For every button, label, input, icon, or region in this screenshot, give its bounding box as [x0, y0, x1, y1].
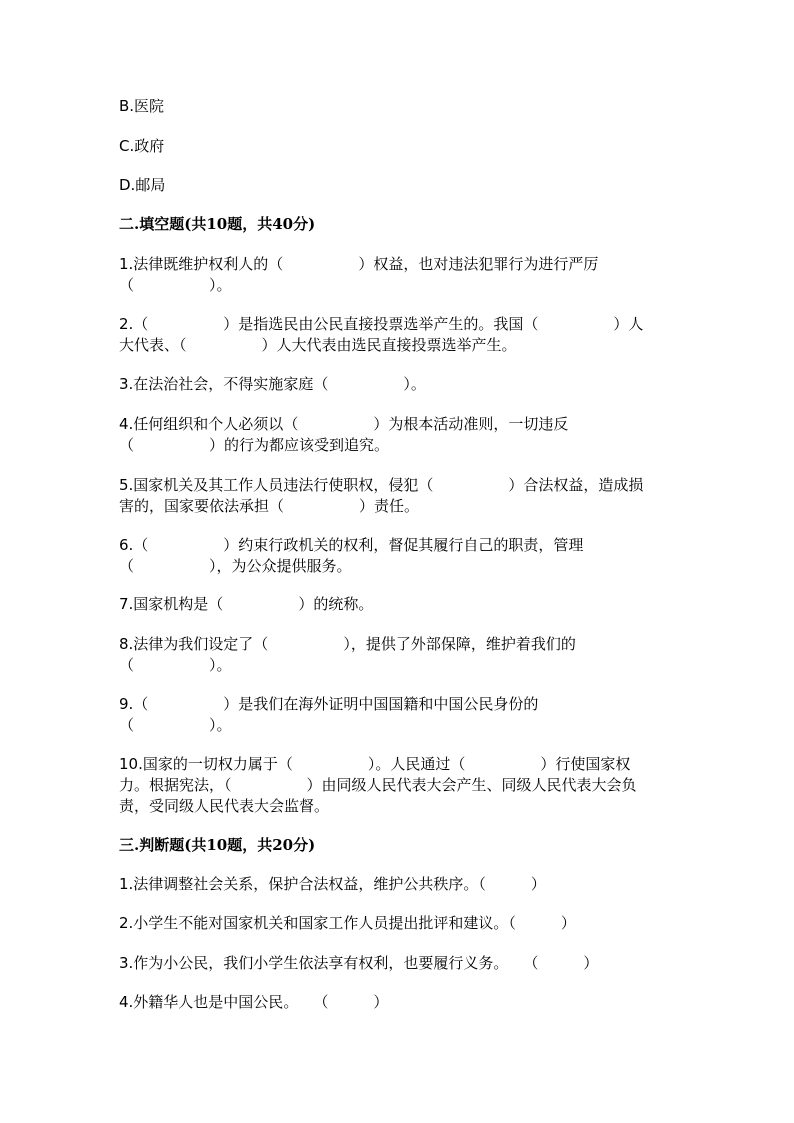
q1-line-1: 1.法律既维护权利人的（ ）权益，也对违法犯罪行为进行严厉 — [119, 255, 599, 273]
q8-line-1: 8.法律为我们设定了（ ），提供了外部保障，维护着我们的 — [119, 635, 576, 653]
q3-line-1: 3.在法治社会，不得实施家庭（ ）。 — [119, 375, 426, 393]
tf-q4: 4.外籍华人也是中国公民。 （ ） — [119, 993, 389, 1011]
q4-line-1: 4.任何组织和个人必须以（ ）为根本活动准则，一切违反 — [119, 415, 569, 433]
q4-line-2: （ ）的行为都应该受到追究。 — [119, 436, 390, 454]
option-c: C.政府 — [119, 137, 165, 155]
q6-line-2: （ ），为公众提供服务。 — [119, 557, 352, 575]
option-d: D.邮局 — [119, 176, 166, 194]
q2-line-2: 大代表、（ ）人大代表由选民直接投票选举产生。 — [119, 336, 517, 354]
q7-line-1: 7.国家机构是（ ）的统称。 — [119, 595, 374, 613]
q5-line-2: 害的，国家要依法承担（ ）责任。 — [119, 497, 420, 515]
q2-line-1: 2.（ ）是指选民由公民直接投票选举产生的。我国（ ）人 — [119, 315, 644, 333]
q6-line-1: 6.（ ）约束行政机关的权利，督促其履行自己的职责，管理 — [119, 536, 584, 554]
q9-line-2: （ ）。 — [119, 716, 232, 734]
q10-line-1: 10.国家的一切权力属于（ ）。人民通过（ ）行使国家权 — [119, 755, 631, 773]
tf-q1: 1.法律调整社会关系，保护合法权益，维护公共秩序。（ ） — [119, 875, 546, 893]
q9-line-1: 9.（ ）是我们在海外证明中国国籍和中国公民身份的 — [119, 695, 539, 713]
tf-q3: 3.作为小公民，我们小学生依法享有权利，也要履行义务。 （ ） — [119, 954, 599, 972]
q5-line-1: 5.国家机关及其工作人员违法行使职权，侵犯（ ）合法权益，造成损 — [119, 476, 644, 494]
q1-line-2: （ ）。 — [119, 276, 232, 294]
section-heading-true-false: 三.判断题(共10题，共20分) — [119, 836, 316, 854]
q10-line-2: 力。根据宪法，（ ）由同级人民代表大会产生、同级人民代表大会负 — [119, 776, 637, 794]
option-b: B.医院 — [119, 97, 165, 115]
section-heading-fill-blank: 二.填空题(共10题，共40分) — [119, 215, 316, 233]
tf-q2: 2.小学生不能对国家机关和国家工作人员提出批评和建议。（ ） — [119, 914, 576, 932]
q8-line-2: （ ）。 — [119, 656, 232, 674]
q10-line-3: 责，受同级人民代表大会监督。 — [119, 797, 330, 815]
